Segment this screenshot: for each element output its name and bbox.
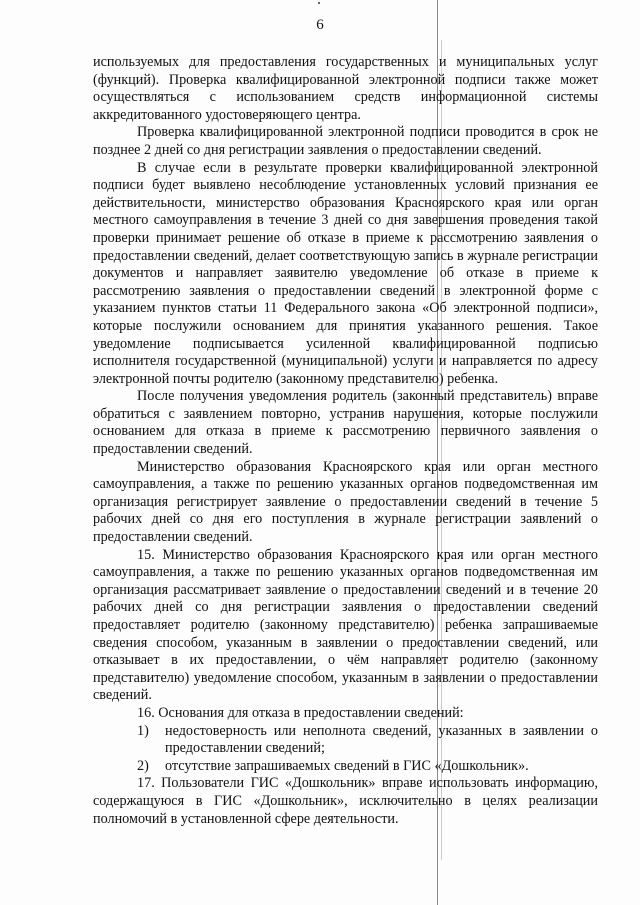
paragraph: Проверка квалифицированной электронной подписи проводится в срок не позднее 2 дней со дня регистрации заявления о предоставлении сведений. — [93, 124, 598, 158]
paragraph: используемых для предоставления государственных и муниципальных услуг (функций). Проверка квалифицированной электронной подписи также может осуществляться с использованием средств информационной системы аккредитованного удостоверяющего центра. — [93, 54, 598, 123]
list-item-number: 1) — [137, 722, 149, 739]
paragraph: После получения уведомления родитель (законный представитель) вправе обратиться с заявлением повторно, устранив нарушения, которые послужили основанием для отказа в приеме к рассмотрению первичного заявления о предоставлении сведений. — [93, 388, 598, 458]
list-item-text: недостоверность или неполнота сведений, указанных в заявлении о предоставлении сведений; — [165, 722, 598, 757]
list-item-number: 2) — [137, 757, 149, 774]
paragraph: 17. Пользователи ГИС «Дошкольник» вправе использовать информацию, содержащуюся в ГИС «Дошкольник», исключительно в целях реализации полномочий в установленной сфере деятельности. — [93, 775, 598, 827]
list-item-text: отсутствие запрашиваемых сведений в ГИС «Дошкольник». — [165, 757, 529, 774]
paragraph: 15. Министерство образования Красноярского края или орган местного самоуправления, а также по решению указанных органов подведомственная им организация рассматривает заявление о предоставлении сведений и в течение 20 рабочих дней со дня регистрации заявления о предоставлении сведений предоставляет родителю (законному представителю) ребенка запрашиваемые сведения способом, указанным в заявлении о предоставлении сведений, или отказывает в их предоставлении, о чём направляет родителю (законному представителю) уведомление способом, указанным в заявлении о предоставлении сведений. — [93, 546, 598, 704]
scan-mark — [318, 2, 320, 4]
list-item — [93, 723, 598, 758]
paragraph: 16. Основания для отказа в предоставлении сведений: — [137, 704, 464, 721]
document-body — [93, 54, 598, 828]
paragraph: В случае если в результате проверки квалифицированной электронной подписи будет выявлено несоблюдение установленных условий признания ее действительности, министерство образования Красноярского края или орган местного самоуправления в течение 3 дней со дня завершения проведения такой проверки принимает решение об отказе в приеме к рассмотрению заявления о предоставлении сведений, делает соответствующую запись в журнале регистрации документов и направляет заявителю уведомление об отказе в приеме к рассмотрению заявления о предоставлении сведений в электронной форме с указанием пунктов статьи 11 Федерального закона «Об электронной подписи», которые послужили основанием для принятия указанного решения. Такое уведомление подписывается усиленной квалифицированной подписью исполнителя государственной (муниципальной) услуги и направляется по адресу электронной почты родителю (законному представителю) ребенка. — [93, 159, 598, 387]
page-number: 6 — [316, 17, 324, 33]
list-item — [93, 758, 598, 776]
paragraph: Министерство образования Красноярского края или орган местного самоуправления, а также по решению указанных органов подведомственная им организация регистрирует заявление о предоставлении сведений в течение 5 рабочих дней со дня его поступления в журнале регистрации заявлений о предоставлении сведений. — [93, 458, 598, 546]
